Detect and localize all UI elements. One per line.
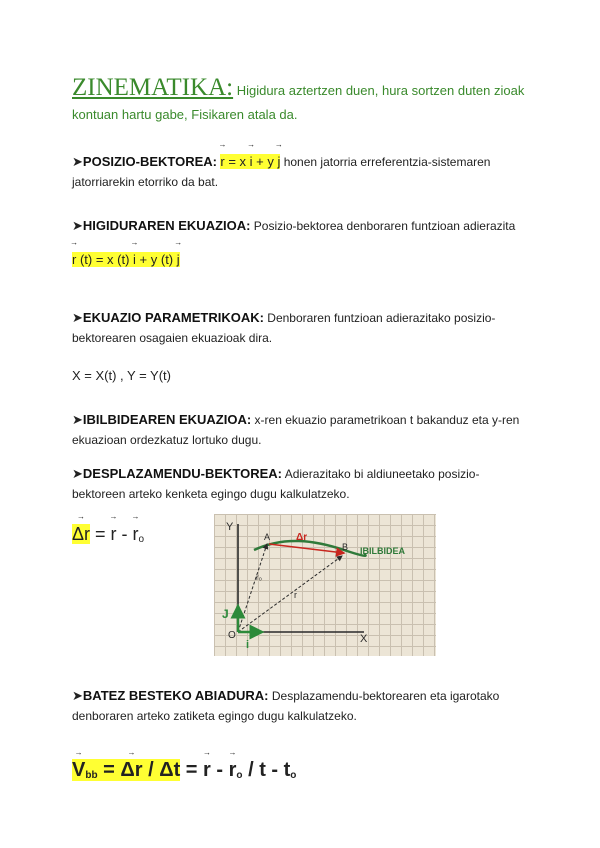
x-axis-label: X — [360, 633, 368, 645]
trajectory-label: IBILBIDEA — [360, 546, 405, 556]
eq-term: - — [116, 524, 133, 544]
point-b-label: B — [342, 542, 349, 552]
bullet-arrow-icon: ➤ — [72, 154, 83, 169]
section-text: honen jatorria erreferentzia-sistemaren jatorriarekin etorriko da bat. — [72, 155, 491, 189]
section-ibilbidea — [72, 410, 532, 450]
section-text: Denboraren funtzioan adierazitako posizio-bektorearen osagaien ekuazioak dira. — [72, 311, 496, 345]
eq-term: → Δr — [120, 760, 142, 780]
average-velocity-equation — [72, 759, 296, 781]
section-text: Desplazamendu-bektorearen eta igarotako denboraren arteko zatiketa egingo dugu kalkulatzeko. — [72, 689, 500, 723]
velocity-equation-line — [72, 760, 532, 786]
origin-label: O — [228, 630, 236, 641]
eq-term: o — [290, 770, 297, 781]
section-abiadura — [72, 686, 532, 726]
eq-term: → Δr — [72, 524, 90, 544]
section-heading: EKUAZIO PARAMETRIKOAK: — [82, 310, 264, 325]
position-vector-b — [238, 556, 342, 632]
eq-term: → r — [220, 152, 224, 172]
eq-term: → r — [111, 524, 117, 544]
point-a-label: A — [264, 532, 271, 542]
eq-term: → i — [133, 250, 136, 270]
displacement-label: Δr — [296, 532, 308, 543]
section-heading: HIGIDURAREN EKUAZIOA: — [82, 218, 251, 233]
eq-term: bb — [85, 770, 98, 781]
bullet-arrow-icon: ➤ — [72, 412, 83, 427]
section-posizio — [72, 152, 532, 192]
unit-i-label: i — [246, 639, 250, 651]
intro — [72, 76, 532, 127]
eq-term: → r — [133, 524, 139, 544]
eq-term: (t) = x (t) — [76, 252, 134, 267]
bullet-arrow-icon: ➤ — [72, 310, 83, 325]
position-r-label: r — [294, 590, 297, 600]
eq-term: + y (t) — [135, 252, 177, 267]
displacement-equation — [72, 524, 144, 544]
bullet-arrow-icon: ➤ — [72, 688, 83, 703]
eq-term: o — [236, 770, 243, 781]
eq-term: - — [210, 759, 229, 781]
diagram-svg — [214, 514, 436, 656]
eq-term: / t - t — [242, 759, 291, 781]
section-text: Adierazitako bi aldiuneetako posizio-bektoreen arteko kenketa egingo dugu kalkulatzeko. — [72, 467, 480, 501]
bullet-arrow-icon: ➤ — [72, 218, 83, 233]
intro-text: Higidura aztertzen duen, hura sortzen duten zioak kontuan hartu gabe, Fisikaren atala da. — [72, 83, 525, 122]
unit-j-label: J — [222, 607, 229, 621]
eq-term: → i — [250, 152, 253, 172]
velocity-highlight — [72, 759, 180, 781]
displacement-diagram — [214, 514, 436, 656]
section-text: Posizio-bektorea denboraren funtzioan adierazita — [250, 219, 516, 233]
motion-equation — [72, 252, 180, 267]
eq-term: = x — [224, 154, 250, 169]
eq-term: + y — [252, 154, 278, 169]
section-higidura — [72, 216, 532, 270]
section-heading: BATEZ BESTEKO ABIADURA: — [82, 688, 269, 703]
bullet-arrow-icon: ➤ — [72, 466, 83, 481]
section-heading: POSIZIO-BEKTOREA: — [82, 154, 218, 169]
parametric-equations: X = X(t) , Y = Y(t) — [72, 368, 171, 383]
section-heading: DESPLAZAMENDU-BEKTOREA: — [82, 466, 283, 481]
position-vector-a — [238, 544, 267, 632]
eq-term: Δt — [159, 759, 181, 781]
eq-term: = — [97, 759, 121, 781]
position-vector-equation — [220, 154, 280, 169]
eq-term: / — [142, 759, 160, 781]
eq-term: = — [90, 524, 111, 544]
eq-term: → r — [229, 760, 237, 780]
y-axis-label: Y — [226, 521, 234, 533]
position-r0-label: r₀ — [256, 573, 262, 582]
eq-term: → r — [203, 760, 211, 780]
section-desplazamendu — [72, 464, 532, 504]
motion-equation-line — [72, 250, 532, 270]
section-text: x-ren ekuazio parametrikoan t bakanduz eta y-ren ekuazioan ordezkatuz lortuko dugu. — [72, 413, 520, 447]
eq-term: → j — [177, 250, 180, 270]
eq-term: o — [138, 534, 145, 545]
eq-term: → V — [72, 760, 85, 780]
section-parametrikoak — [72, 308, 532, 386]
eq-term: → j — [277, 152, 280, 172]
page-title: ZINEMATIKA: — [72, 74, 234, 101]
section-heading: IBILBIDEAREN EKUAZIOA: — [82, 412, 252, 427]
eq-term: → r — [72, 250, 76, 270]
eq-term: = — [180, 759, 204, 781]
